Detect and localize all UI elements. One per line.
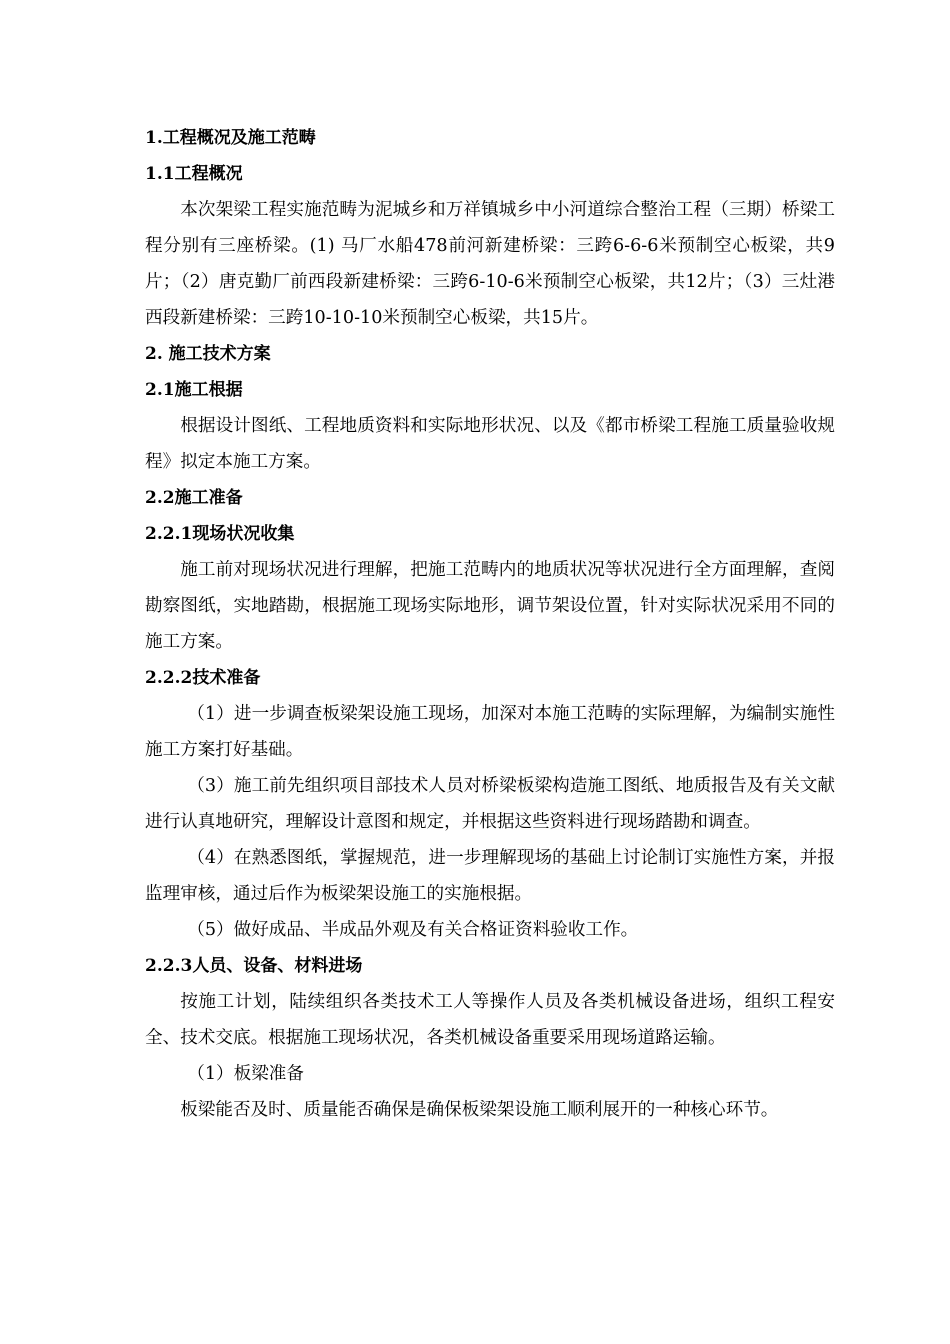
heading-2-2-1: 2.2.1现场状况收集 <box>145 524 295 544</box>
para-beam-prep: 板梁能否及时、质量能否确保是确保板梁架设施工顺利展开的一种核心环节。 <box>180 1100 779 1120</box>
heading-2-2-3: 2.2.3人员、设备、材料进场 <box>145 956 363 976</box>
heading-2-2: 2.2施工准备 <box>145 488 243 508</box>
heading-2-2-2: 2.2.2技术准备 <box>145 668 261 688</box>
heading-1: 1.工程概况及施工范畴 <box>145 128 316 148</box>
para-construction-basis: 根据设计图纸、工程地质资料和实际地形状况、以及《都市桥梁工程施工质量验收规程》拟定本施工方案。 <box>145 416 835 472</box>
para-site-survey: 施工前对现场状况进行理解，把施工范畴内的地质状况等状况进行全方面理解，查阅勘察图纸，实地踏勘，根据施工现场实际地形，调节架设位置，针对实际状况采用不同的施工方案。 <box>145 560 835 652</box>
para-project-overview: 本次架梁工程实施范畴为泥城乡和万祥镇城乡中小河道综合整治工程（三期）桥梁工程分别有三座桥梁。(1) 马厂水船478前河新建桥梁：三跨6-6-6米预制空心板梁，共9片；（2）唐克勤厂前西段新建桥梁：三跨6-10-6米预制空心板梁，共12片；（3）三灶港西段新建桥梁：三跨10-10-10米预制空心板梁，共15片。 <box>145 200 835 328</box>
item-tech-1: （1）进一步调查板梁架设施工现场，加深对本施工范畴的实际理解，为编制实施性施工方案打好基础。 <box>145 704 835 760</box>
para-personnel: 按施工计划，陆续组织各类技术工人等操作人员及各类机械设备进场，组织工程安全、技术交底。根据施工现场状况，各类机械设备重要采用现场道路运输。 <box>145 992 835 1048</box>
item-tech-3: （3）施工前先组织项目部技术人员对桥梁板梁构造施工图纸、地质报告及有关文献进行认真地研究，理解设计意图和规定，并根据这些资料进行现场踏勘和调查。 <box>145 776 835 832</box>
heading-1-1: 1.1工程概况 <box>145 164 243 184</box>
heading-2-1: 2.1施工根据 <box>145 380 243 400</box>
item-tech-4: （4）在熟悉图纸，掌握规范，进一步理解现场的基础上讨论制订实施性方案，并报监理审核，通过后作为板梁架设施工的实施根据。 <box>145 848 835 904</box>
document-body <box>145 120 835 1128</box>
item-tech-5: （5）做好成品、半成品外观及有关合格证资料验收工作。 <box>187 920 639 940</box>
heading-2: 2. 施工技术方案 <box>145 344 271 364</box>
item-beam-prep: （1）板梁准备 <box>187 1064 304 1084</box>
